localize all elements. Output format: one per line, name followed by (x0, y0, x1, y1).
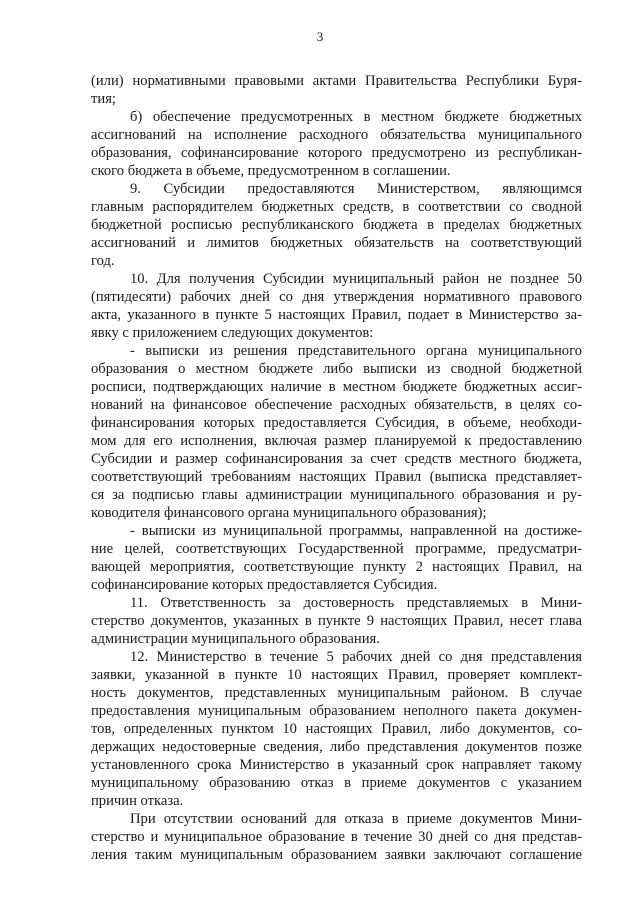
text-line: ководителя финансового органа муниципального образования); (91, 505, 487, 521)
text-line: 9. Субсидии предоставляются Министерством, являющимся (130, 181, 582, 197)
text-line: установленного срока Министерство в указанный срок направляет такому (91, 757, 582, 773)
text-line: явку с приложением следующих документов: (91, 325, 374, 341)
text-line: - выписки из муниципальной программы, направленной на достиже- (130, 523, 582, 539)
text-line: ние целей, соответствующих Государственной программе, предусматри- (91, 541, 582, 557)
text-line: акта, указанного в пункте 5 настоящих Правил, подает в Министерство за- (91, 307, 582, 323)
text-line: заявки, указанной в пункте 10 настоящих Правил, проверяет комплект- (91, 667, 582, 683)
text-line: 12. Министерство в течение 5 рабочих дней со дня представления (130, 649, 582, 665)
text-line: образования, софинансирование которого предусмотрено из республикан- (91, 145, 582, 161)
text-line: причин отказа. (91, 793, 184, 809)
text-line: тия; (91, 91, 116, 107)
text-line: стерство документов, указанных в пункте 9 настоящих Правил, несет глава (91, 613, 582, 629)
text-line: ления таким муниципальным образованием заявки заключают соглашение (91, 847, 582, 863)
text-line: финансирования которых предоставляется Субсидия, в объеме, необходи- (91, 415, 582, 431)
text-line: год. (91, 253, 115, 269)
text-line: ся за подписью главы администрации муниципального образования и ру- (91, 487, 582, 503)
text-line: нований на финансовое обеспечение расходных обязательств, в целях со- (91, 397, 582, 413)
text-line: (или) нормативными правовыми актами Правительства Республики Буря- (91, 73, 582, 89)
text-line: (пятидесяти) рабочих дней со дня утверждения нормативного правового (91, 289, 582, 305)
text-line: соответствующий требованиям настоящих Правил (выписка представляет- (91, 469, 582, 485)
text-line: ассигнований на исполнение расходного обязательства муниципального (91, 127, 582, 143)
text-line: ность документов, представленных муниципальным районом. В случае (91, 685, 582, 701)
text-line: 10. Для получения Субсидии муниципальный район не позднее 50 (130, 271, 582, 287)
text-line: 11. Ответственность за достоверность представляемых в Мини- (130, 595, 582, 611)
text-line: Субсидии и размер софинансирования за счет средств местного бюджета, (91, 451, 582, 467)
text-line: софинансирование которых предоставляется Субсидия. (91, 577, 438, 593)
text-line: бюджетной росписью республиканского бюджета в пределах бюджетных (91, 217, 582, 233)
text-line: б) обеспечение предусмотренных в местном бюджете бюджетных (130, 109, 582, 125)
text-line: вающей мероприятия, соответствующие пункту 2 настоящих Правил, на (91, 559, 582, 575)
text-line: ассигнований и лимитов бюджетных обязательств на соответствующий (91, 235, 582, 251)
text-line: росписи, подтверждающих наличие в местном бюджете бюджетных ассиг- (91, 379, 582, 395)
text-line: держащих недостоверные сведения, либо представления документов позже (91, 739, 582, 755)
page-number: 3 (316, 29, 324, 44)
text-line: ского бюджета в объеме, предусмотренном в соглашении. (91, 163, 451, 179)
text-line: образования о местном бюджете либо выписки из сводной бюджетной (91, 361, 582, 377)
text-line: - выписки из решения представительного органа муниципального (130, 343, 582, 359)
text-line: мом для его исполнения, включая размер планируемой к предоставлению (91, 433, 582, 449)
text-line: стерство и муниципальное образование в течение 30 дней со дня представ- (91, 829, 582, 845)
text-line: При отсутствии оснований для отказа в приеме документов Мини- (130, 811, 582, 827)
text-line: предоставления муниципальным образованием неполного пакета докумен- (91, 703, 582, 719)
text-line: тов, определенных пунктом 10 настоящих Правил, либо документов, со- (91, 721, 582, 737)
text-line: администрации муниципального образования. (91, 631, 380, 647)
text-line: муниципальному образованию отказ в приеме документов с указанием (91, 775, 582, 791)
document-body (91, 72, 582, 864)
text-line: главным распорядителем бюджетных средств, в соответствии со сводной (91, 199, 582, 215)
